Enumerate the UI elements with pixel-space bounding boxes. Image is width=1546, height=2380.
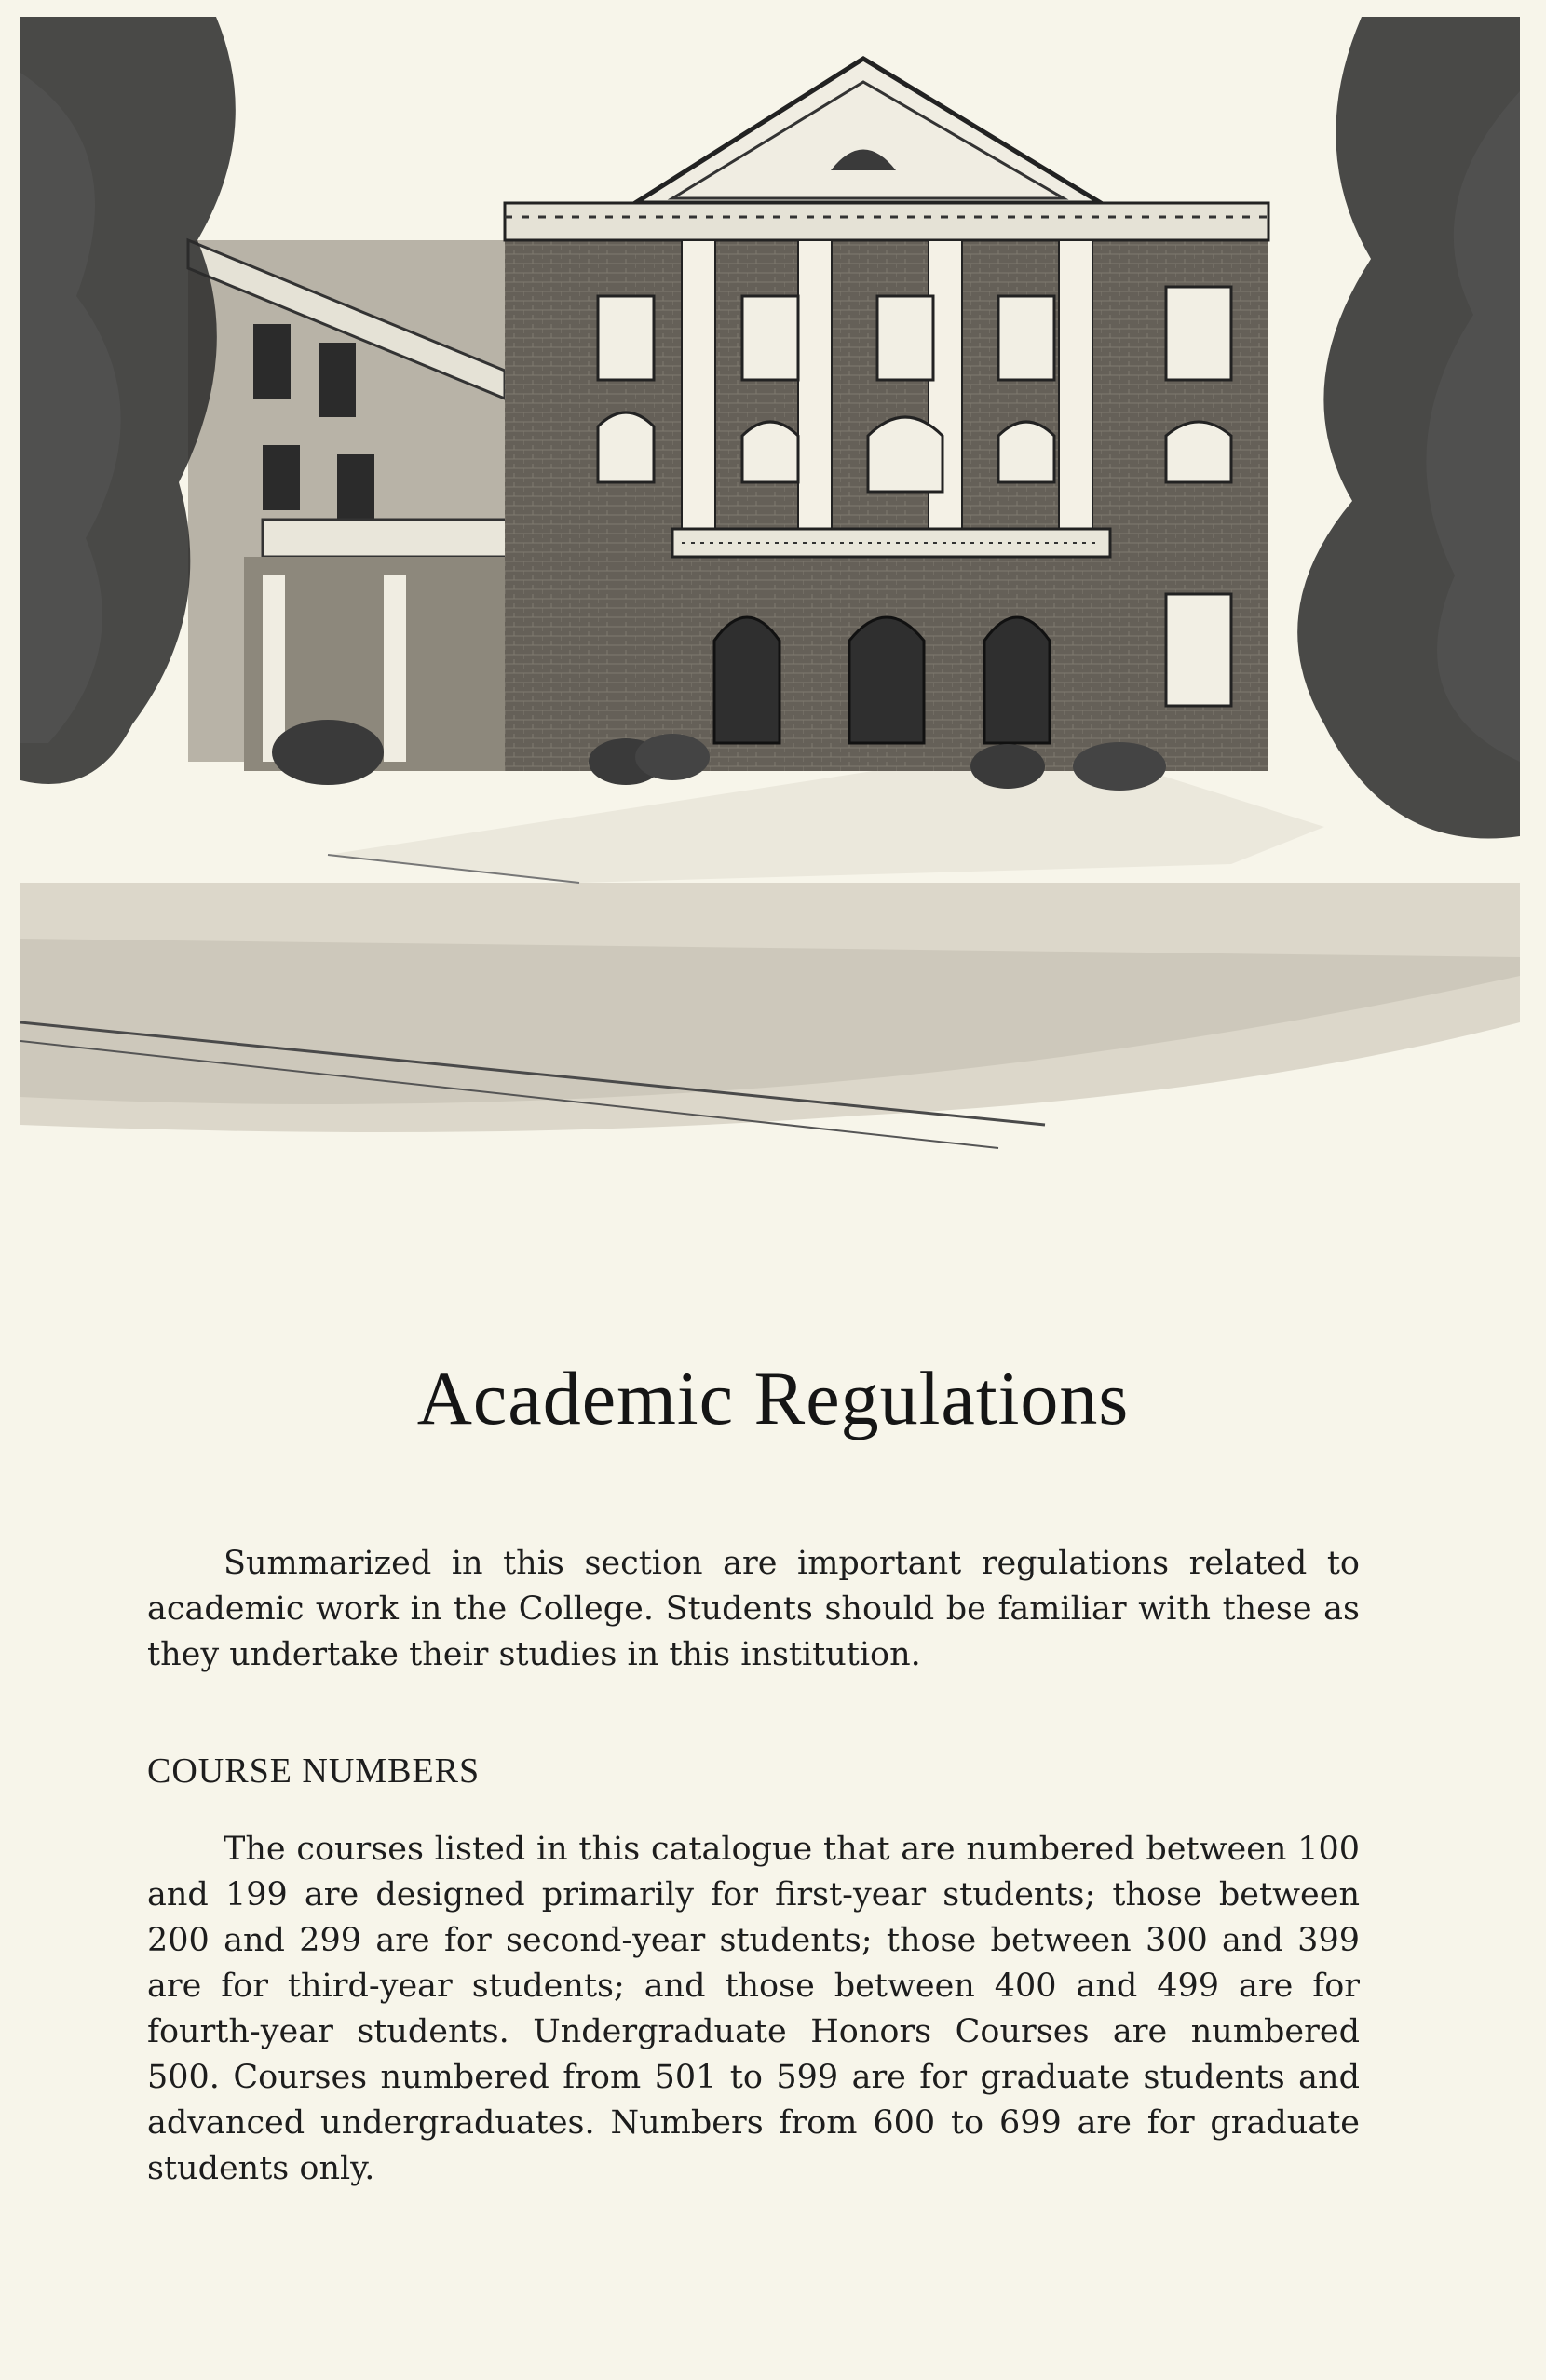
section-body: The courses listed in this catalogue that are numbered between 100 and 199 are designed primarily for first-year students; those between 200 and 299 are for second-year students; those between 300 and 399 are for third-year students; and those between 400 and 499 are for fourth-year students. Undergraduate Honors Courses are numbered 500. Courses numbered from 501 to 599 are for graduate students and advanced undergraduates. Numbers from 600 to 699 are for graduate students only.	[147, 1831, 1360, 2187]
page-title: Academic Regulations	[416, 1356, 1130, 1440]
section-heading: COURSE NUMBERS	[147, 1751, 481, 1791]
building-sketch-illustration	[20, 17, 1520, 1171]
intro-paragraph: Summarized in this section are important regulations related to academic work in the College. Students should be familiar with these as they undertake their studies in this institution.	[147, 1545, 1360, 1673]
